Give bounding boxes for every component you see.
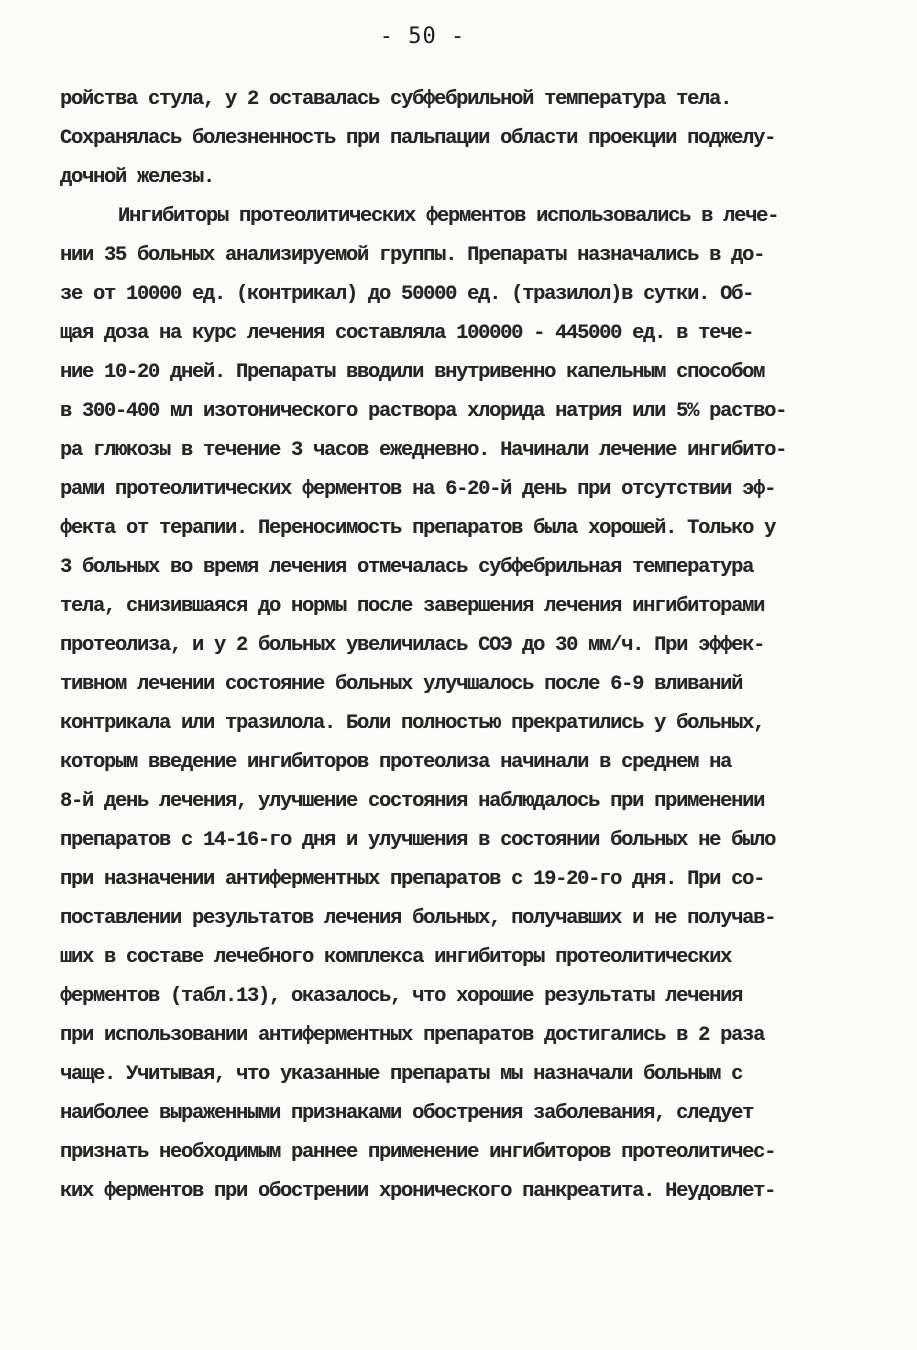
text-line: дочной железы. xyxy=(60,166,215,189)
text-line: чаще. Учитывая, что указанные препараты мы назначали больным с xyxy=(60,1063,743,1086)
text-line: ройства стула, у 2 оставалась субфебрильной температура тела. xyxy=(60,88,732,111)
text-line: тела, снизившаяся до нормы после завершения лечения ингибиторами xyxy=(60,595,765,618)
text-line: ра глюкозы в течение 3 часов ежедневно. Начинали лечение ингибито- xyxy=(60,439,787,462)
text-line: в 300-400 мл изотонического раствора хлорида натрия или 5% раство- xyxy=(60,400,787,423)
text-line: ние 10-20 дней. Препараты вводили внутривенно капельным способом xyxy=(60,361,765,384)
text-line: протеолиза, и у 2 больных увеличилась СОЭ до 30 мм/ч. При эффек- xyxy=(60,634,765,657)
text-line: 8-й день лечения, улучшение состояния наблюдалось при применении xyxy=(60,790,765,813)
text-line: зе от 10000 ед. (контрикал) до 50000 ед. (тразилол)в сутки. Об- xyxy=(60,283,754,306)
text-line: ферментов (табл.13), оказалось, что хорошие результаты лечения xyxy=(60,985,743,1008)
text-line: рами протеолитических ферментов на 6-20-й день при отсутствии эф- xyxy=(60,478,776,501)
text-line: препаратов с 14-16-го дня и улучшения в состоянии больных не было xyxy=(60,829,776,852)
text-line: при назначении антиферментных препаратов с 19-20-го дня. При со- xyxy=(60,868,765,891)
text-line: нии 35 больных анализируемой группы. Препараты назначались в до- xyxy=(60,244,765,267)
text-line: фекта от терапии. Переносимость препаратов была хорошей. Только у xyxy=(60,517,776,540)
text-line: наиболее выраженными признаками обострения заболевания, следует xyxy=(60,1102,754,1125)
text-line: признать необходимым раннее применение ингибиторов протеолитичес- xyxy=(60,1141,776,1164)
text-line: поставлении результатов лечения больных, получавших и не получав- xyxy=(60,907,776,930)
text-line: ких ферментов при обострении хронического панкреатита. Неудовлет- xyxy=(60,1180,776,1203)
text-line: при использовании антиферментных препаратов достигались в 2 раза xyxy=(60,1024,765,1047)
page-number: - 50 - xyxy=(379,24,466,49)
text-line: Сохранялась болезненность при пальпации области проекции поджелу- xyxy=(60,127,776,150)
text-line: которым введение ингибиторов протеолиза начинали в среднем на xyxy=(60,751,732,774)
text-line: 3 больных во время лечения отмечалась субфебрильная температура xyxy=(60,556,754,579)
text-line: ших в составе лечебного комплекса ингибиторы протеолитических xyxy=(60,946,732,969)
text-line: контрикала или тразилола. Боли полностью прекратились у больных, xyxy=(60,712,765,735)
text-line: тивном лечении состояние больных улучшалось после 6-9 вливаний xyxy=(60,673,743,696)
text-line: щая доза на курс лечения составляла 100000 - 445000 ед. в тече- xyxy=(60,322,754,345)
paragraph-first-line: Ингибиторы протеолитических ферментов использовались в лече- xyxy=(118,205,779,228)
